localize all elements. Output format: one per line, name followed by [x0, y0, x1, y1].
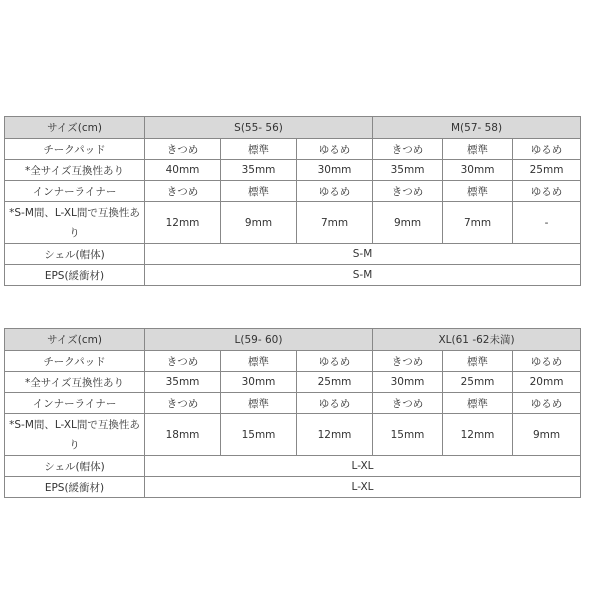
- eps-row: [5, 477, 581, 498]
- inner-liner-value: 12mm: [297, 414, 373, 456]
- inner-liner-value: 15mm: [373, 414, 443, 456]
- fit-level: きつめ: [145, 393, 221, 414]
- fit-level: ゆるめ: [297, 139, 373, 160]
- cheek-pad-value: 25mm: [443, 372, 513, 393]
- fit-level: 標準: [443, 139, 513, 160]
- fit-level: きつめ: [145, 181, 221, 202]
- cheek-pad-value: 35mm: [373, 160, 443, 181]
- eps-value: S-M: [145, 265, 581, 286]
- fit-level: ゆるめ: [513, 139, 581, 160]
- inner-liner-fit-row: [5, 393, 581, 414]
- cheek-pad-fit-row: [5, 139, 581, 160]
- cheek-pad-value: 30mm: [373, 372, 443, 393]
- size-group-header: XL(61 -62未満): [373, 329, 581, 351]
- cheek-pad-value: 35mm: [221, 160, 297, 181]
- compat-note: *全サイズ互換性あり: [5, 372, 145, 393]
- inner-liner-value-row: [5, 202, 581, 244]
- size-header-label: サイズ(cm): [5, 117, 145, 139]
- table-header-row: [5, 117, 581, 139]
- size-group-header: S(55- 56): [145, 117, 373, 139]
- inner-liner-value: 7mm: [297, 202, 373, 244]
- inner-liner-value: 18mm: [145, 414, 221, 456]
- cheek-pad-label: チークパッド: [5, 139, 145, 160]
- fit-level: 標準: [221, 139, 297, 160]
- shell-label: シェル(帽体): [5, 456, 145, 477]
- size-table-s-m: [4, 116, 581, 286]
- size-group-header: L(59- 60): [145, 329, 373, 351]
- fit-level: 標準: [443, 351, 513, 372]
- fit-level: きつめ: [373, 139, 443, 160]
- cheek-pad-value-row: [5, 160, 581, 181]
- shell-value: S-M: [145, 244, 581, 265]
- shell-row: [5, 244, 581, 265]
- shell-label: シェル(帽体): [5, 244, 145, 265]
- fit-level: きつめ: [145, 351, 221, 372]
- cheek-pad-label: チークパッド: [5, 351, 145, 372]
- cheek-pad-fit-row: [5, 351, 581, 372]
- fit-level: 標準: [443, 181, 513, 202]
- fit-level: ゆるめ: [297, 181, 373, 202]
- fit-level: 標準: [221, 393, 297, 414]
- fit-level: ゆるめ: [513, 393, 581, 414]
- cheek-pad-value: 20mm: [513, 372, 581, 393]
- fit-level: ゆるめ: [297, 351, 373, 372]
- inner-liner-value-row: [5, 414, 581, 456]
- eps-row: [5, 265, 581, 286]
- inner-liner-value: 9mm: [221, 202, 297, 244]
- size-header-label: サイズ(cm): [5, 329, 145, 351]
- table-header-row: [5, 329, 581, 351]
- fit-level: きつめ: [373, 351, 443, 372]
- inner-liner-value: -: [513, 202, 581, 244]
- fit-level: ゆるめ: [297, 393, 373, 414]
- cheek-pad-value: 25mm: [297, 372, 373, 393]
- inner-liner-value: 7mm: [443, 202, 513, 244]
- inner-liner-value: 9mm: [513, 414, 581, 456]
- inner-liner-label: インナーライナー: [5, 393, 145, 414]
- eps-value: L-XL: [145, 477, 581, 498]
- cheek-pad-value: 35mm: [145, 372, 221, 393]
- fit-level: ゆるめ: [513, 181, 581, 202]
- cheek-pad-value: 30mm: [221, 372, 297, 393]
- fit-level: 標準: [221, 181, 297, 202]
- cheek-pad-value: 30mm: [443, 160, 513, 181]
- fit-level: きつめ: [373, 393, 443, 414]
- fit-level: きつめ: [145, 139, 221, 160]
- cheek-pad-value-row: [5, 372, 581, 393]
- inner-liner-note: *S-M間、L-XL間で互換性あり: [5, 202, 145, 244]
- compat-note: *全サイズ互換性あり: [5, 160, 145, 181]
- cheek-pad-value: 40mm: [145, 160, 221, 181]
- inner-liner-fit-row: [5, 181, 581, 202]
- size-table-l-xl: [4, 328, 581, 498]
- fit-level: ゆるめ: [513, 351, 581, 372]
- eps-label: EPS(緩衝材): [5, 477, 145, 498]
- inner-liner-label: インナーライナー: [5, 181, 145, 202]
- cheek-pad-value: 25mm: [513, 160, 581, 181]
- inner-liner-note: *S-M間、L-XL間で互換性あり: [5, 414, 145, 456]
- size-group-header: M(57- 58): [373, 117, 581, 139]
- shell-value: L-XL: [145, 456, 581, 477]
- fit-level: 標準: [221, 351, 297, 372]
- cheek-pad-value: 30mm: [297, 160, 373, 181]
- inner-liner-value: 15mm: [221, 414, 297, 456]
- fit-level: 標準: [443, 393, 513, 414]
- eps-label: EPS(緩衝材): [5, 265, 145, 286]
- inner-liner-value: 12mm: [443, 414, 513, 456]
- inner-liner-value: 12mm: [145, 202, 221, 244]
- shell-row: [5, 456, 581, 477]
- fit-level: きつめ: [373, 181, 443, 202]
- inner-liner-value: 9mm: [373, 202, 443, 244]
